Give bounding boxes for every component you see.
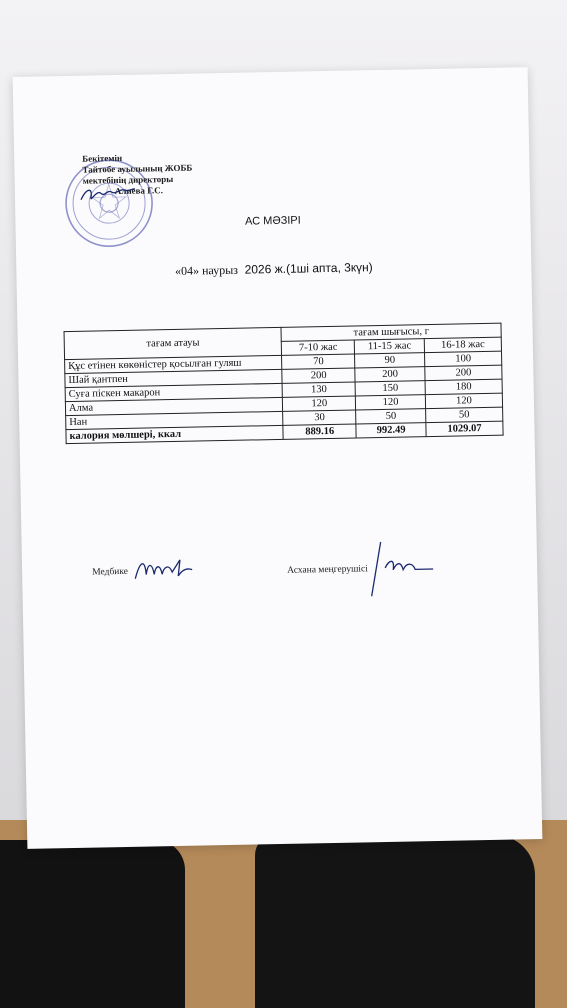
portion-cell: 30	[283, 410, 356, 425]
header-age-1: 7-10 жас	[282, 340, 355, 355]
cook-signature	[367, 539, 438, 598]
approval-line-2: Тайтөбе ауылының ЖОББ	[82, 162, 193, 175]
nurse-signature-label: Медбике	[92, 566, 129, 578]
portion-cell: 150	[355, 381, 425, 396]
portion-cell: 200	[355, 367, 425, 382]
dark-fabric-left	[0, 840, 185, 1008]
dark-fabric-right	[255, 835, 535, 1008]
portion-cell: 70	[282, 354, 355, 369]
menu-date	[16, 257, 531, 282]
dish-name: Алма	[65, 397, 283, 415]
header-age-2: 11-15 жас	[354, 339, 424, 354]
header-portion: тағам шығысы, г	[281, 323, 501, 341]
total-cell: 889.16	[283, 424, 356, 439]
dish-name: Суға піскен макарон	[65, 383, 283, 401]
portion-cell: 100	[425, 351, 502, 366]
approval-line-1: Бекітемін	[82, 152, 123, 164]
menu-sheet	[13, 67, 543, 849]
approval-line-3: мектебінің директоры	[82, 173, 174, 186]
portion-cell: 90	[355, 353, 425, 368]
portion-cell: 50	[356, 409, 426, 424]
approval-line-4: Алиева Г.С.	[114, 185, 163, 197]
director-signature	[79, 183, 137, 206]
dish-name: Құс етінен көкөністер қосылған гуляш	[65, 355, 283, 373]
dish-name: Нан	[66, 411, 284, 429]
header-age-3: 16-18 жас	[424, 337, 501, 352]
portion-cell: 200	[282, 368, 355, 383]
portion-cell: 200	[425, 365, 502, 380]
menu-date-day: «04» наурыз	[174, 262, 239, 278]
nurse-signature	[132, 552, 195, 587]
portion-cell: 120	[283, 396, 356, 411]
header-dish-name: тағам атауы	[64, 327, 282, 359]
portion-cell: 130	[282, 382, 355, 397]
cook-signature-label: Асхана меңгерушісі	[287, 564, 368, 576]
portion-cell: 120	[425, 393, 502, 408]
portion-cell: 120	[356, 395, 426, 410]
dish-name: Шай қантпен	[65, 369, 283, 387]
menu-date-week: 2026 ж.(1ші апта, 3күн)	[244, 260, 373, 277]
menu-table	[64, 323, 504, 444]
portion-cell: 50	[426, 407, 503, 422]
portion-cell: 180	[425, 379, 502, 394]
total-cell: 992.49	[356, 423, 426, 438]
page-title: АС МӘЗІРІ	[245, 214, 301, 228]
total-label: калория мөлшері, ккал	[66, 425, 284, 443]
total-cell: 1029.07	[426, 421, 503, 436]
